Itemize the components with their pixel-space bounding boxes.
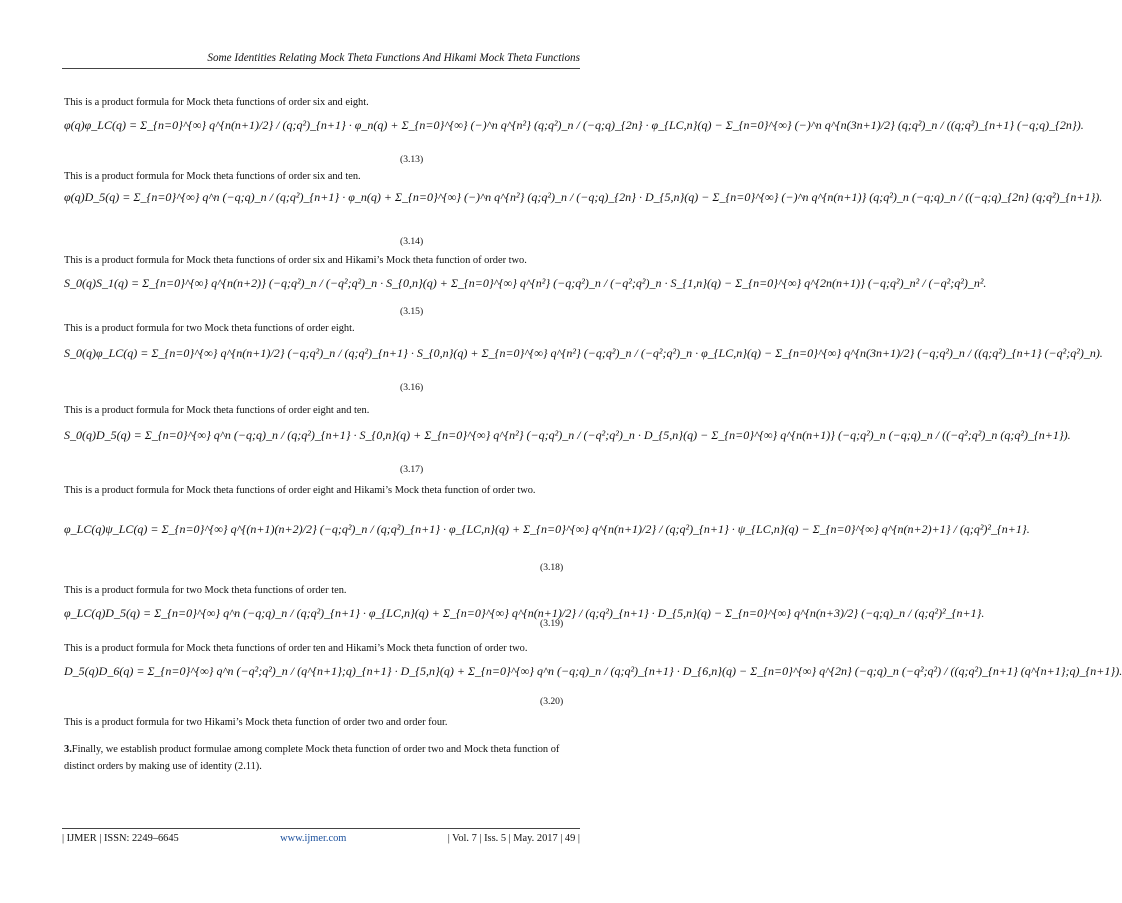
equation-number-3-19: (3.19): [540, 618, 564, 629]
equation-3-14: φ(q)D_5(q) = Σ_{n=0}^{∞} q^n (−q;q)_n / (q;q²)_{n+1} · φ_n(q) + Σ_{n=0}^{∞} (−)^n q^{n²} (q;q²)_n / (−q;q)_{2n} · D_{5,n}(q) − Σ_{n=0}^{∞} (−)^n q^{n(n+1)} (q;q²)_n (−q;q)_n / ((−q;q)_{2n} (q;q²)_{n+1}).: [64, 190, 1103, 204]
footer-issue: | Vol. 7 | Iss. 5 | May. 2017 | 49 |: [447, 833, 580, 844]
paragraph-3-15: This is a product formula for Mock theta functions of order six and Hikami’s Mock theta function of order two.: [64, 255, 527, 266]
equation-number-3-16: (3.16): [400, 382, 424, 393]
paragraph-3-17: This is a product formula for Mock theta functions of order eight and ten.: [64, 405, 370, 416]
equation-3-18: φ_LC(q)ψ_LC(q) = Σ_{n=0}^{∞} q^{(n+1)(n+2)/2} (−q;q²)_n / (q;q²)_{n+1} · φ_{LC,n}(q) + Σ_{n=0}^{∞} q^{n(n+1)/2} / (q;q²)_{n+1} · ψ_{LC,n}(q) − Σ_{n=0}^{∞} q^{n(n+2)+1} / (q;q²)²_{n+1}.: [64, 522, 1030, 536]
paragraph-3-19: This is a product formula for two Mock theta functions of order ten.: [64, 585, 347, 596]
equation-3-19: φ_LC(q)D_5(q) = Σ_{n=0}^{∞} q^n (−q;q)_n / (q;q²)_{n+1} · φ_{LC,n}(q) + Σ_{n=0}^{∞} q^{n(n+1)/2} / (q;q²)_{n+1} · D_{5,n}(q) − Σ_{n=0}^{∞} q^{n(n+3)/2} (−q;q)_n / (q;q²)²_{n+1}.: [64, 606, 985, 620]
equation-number-3-13: (3.13): [400, 154, 424, 165]
equation-3-15: S_0(q)S_1(q) = Σ_{n=0}^{∞} q^{n(n+2)} (−q;q²)_n / (−q²;q²)_n · S_{0,n}(q) + Σ_{n=0}^{∞} q^{n²} (−q;q²)_n / (−q²;q²)_n · S_{1,n}(q) − Σ_{n=0}^{∞} q^{2n(n+1)} (−q;q²)_n² / (−q²;q²)_n².: [64, 276, 987, 290]
equation-number-3-14: (3.14): [400, 236, 424, 247]
paragraph-3-18: This is a product formula for Mock theta functions of order eight and Hikami’s Mock theta function of order two.: [64, 485, 536, 496]
final-paragraph-lead: 3.: [64, 744, 72, 755]
footer-url-link[interactable]: www.ijmer.com: [280, 833, 347, 844]
running-header: Some Identities Relating Mock Theta Functions And Hikami Mock Theta Functions: [207, 52, 580, 64]
equation-3-17: S_0(q)D_5(q) = Σ_{n=0}^{∞} q^n (−q;q)_n / (q;q²)_{n+1} · S_{0,n}(q) + Σ_{n=0}^{∞} q^{n²} (−q;q²)_n / (−q²;q²)_n · D_{5,n}(q) − Σ_{n=0}^{∞} q^{n(n+1)} (−q;q²)_n (−q;q)_n / ((−q²;q²)_n (q;q²)_{n+1}).: [64, 428, 1071, 442]
footer-rule: [62, 828, 580, 829]
paragraph-3-14: This is a product formula for Mock theta functions of order six and ten.: [64, 171, 361, 182]
footer: [62, 833, 580, 844]
final-paragraph: [64, 742, 578, 775]
header-rule: [62, 68, 580, 69]
equation-number-3-17: (3.17): [400, 464, 424, 475]
equation-number-3-18: (3.18): [540, 562, 564, 573]
equation-3-13: φ(q)φ_LC(q) = Σ_{n=0}^{∞} q^{n(n+1)/2} / (q;q²)_{n+1} · φ_n(q) + Σ_{n=0}^{∞} (−)^n q^{n²} (q;q²)_n / (−q;q)_{2n} · φ_{LC,n}(q) − Σ_{n=0}^{∞} (−)^n q^{n(3n+1)/2} (q;q²)_n / ((q;q²)_{n+1} (−q;q)_{2n}).: [64, 118, 1084, 132]
paragraph-3-13: This is a product formula for Mock theta functions of order six and eight.: [64, 97, 369, 108]
equation-number-3-20: (3.20): [540, 696, 564, 707]
footer-journal: | IJMER | ISSN: 2249–6645: [62, 833, 179, 844]
equation-3-20: D_5(q)D_6(q) = Σ_{n=0}^{∞} q^n (−q²;q²)_n / (q^{n+1};q)_{n+1} · D_{5,n}(q) + Σ_{n=0}^{∞} q^n (−q;q)_n / (q;q²)_{n+1} · D_{6,n}(q) − Σ_{n=0}^{∞} q^{2n} (−q;q)_n (−q²;q²) / ((q;q²)_{n+1} (q^{n+1};q)_{n+1}).: [64, 664, 1122, 678]
paragraph-3-16: This is a product formula for two Mock theta functions of order eight.: [64, 323, 355, 334]
paragraph-3-20: This is a product formula for Mock theta functions of order ten and Hikami’s Mock theta function of order two.: [64, 643, 528, 654]
closing-paragraph: This is a product formula for two Hikami’s Mock theta function of order two and order four.: [64, 717, 448, 728]
final-paragraph-text: Finally, we establish product formulae among complete Mock theta function of order two and Mock theta function of distinct orders by making use of identity (2.11).: [64, 744, 560, 772]
equation-3-16: S_0(q)φ_LC(q) = Σ_{n=0}^{∞} q^{n(n+1)/2} (−q;q²)_n / (q;q²)_{n+1} · S_{0,n}(q) + Σ_{n=0}^{∞} q^{n²} (−q;q²)_n / (−q²;q²)_n · φ_{LC,n}(q) − Σ_{n=0}^{∞} q^{n(3n+1)/2} (−q;q²)_n / ((q;q²)_{n+1} (−q²;q²)_n).: [64, 346, 1103, 360]
equation-number-3-15: (3.15): [400, 306, 424, 317]
